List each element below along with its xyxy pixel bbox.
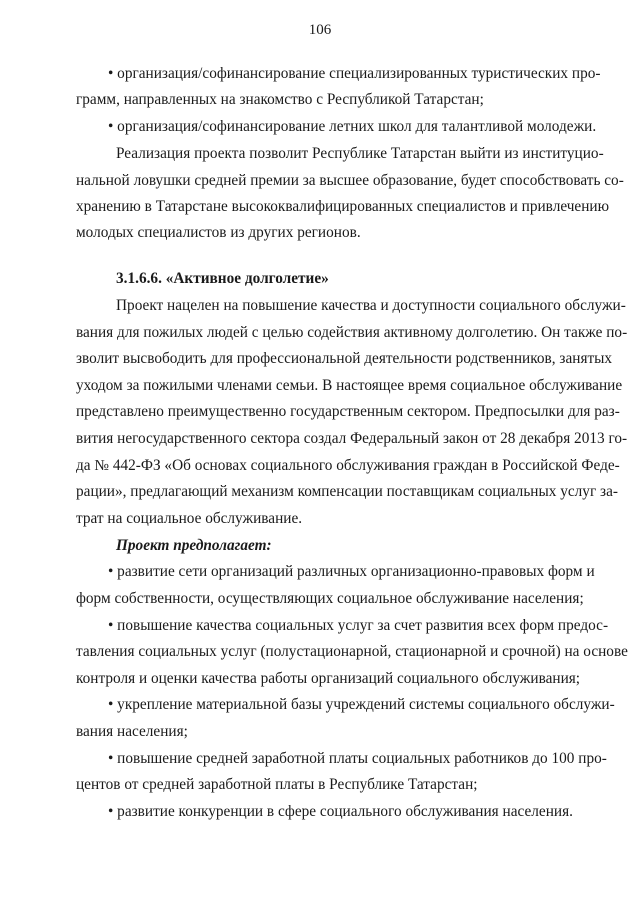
paragraph-1-line-4: молодых специалистов из других регионов. xyxy=(76,224,361,241)
bullet-item-3-line-2: форм собственности, осуществляющих социальное обслуживание населения; xyxy=(76,590,584,607)
bullet-item-2: • организация/софинансирование летних школ для талантливой молодежи. xyxy=(108,118,597,135)
page-number: 106 xyxy=(308,22,332,38)
paragraph-2-line-3: зволит высвободить для профессиональной деятельности родственников, занятых xyxy=(76,350,613,367)
bullet-item-1-line-1: • организация/софинансирование специализированных туристических про- xyxy=(108,65,601,82)
bullet-item-5-line-1: • укрепление материальной базы учреждений системы социального обслужи- xyxy=(108,696,615,713)
bullet-item-5-line-2: вания населения; xyxy=(76,723,188,740)
paragraph-2-line-5: представлено преимущественно государственным сектором. Предпосылки для раз- xyxy=(76,403,620,420)
bullet-item-6-line-2: центов от средней заработной платы в Республике Татарстан; xyxy=(76,776,478,793)
paragraph-1-line-2: нальной ловушки средней премии за высшее образование, будет способствовать со- xyxy=(76,172,624,189)
paragraph-2-line-4: уходом за пожилыми членами семьи. В настоящее время социальное обслуживание xyxy=(76,377,623,394)
bullet-item-4-line-1: • повышение качества социальных услуг за счет развития всех форм предос- xyxy=(108,617,609,634)
bullet-item-6-line-1: • повышение средней заработной платы социальных работников до 100 про- xyxy=(108,750,607,767)
paragraph-1-line-1: Реализация проекта позволит Республике Татарстан выйти из институцио- xyxy=(116,145,604,162)
bullet-item-3-line-1: • развитие сети организаций различных организационно-правовых форм и xyxy=(108,563,595,580)
subheading-project-provides: Проект предполагает: xyxy=(116,537,272,554)
bullet-item-1-line-2: грамм, направленных на знакомство с Республикой Татарстан; xyxy=(76,91,484,108)
bullet-item-4-line-2: тавления социальных услуг (полустационарной, стационарной и срочной) на основе xyxy=(76,643,628,660)
bullet-item-7: • развитие конкуренции в сфере социального обслуживания населения. xyxy=(108,803,573,820)
paragraph-2-line-1: Проект нацелен на повышение качества и доступности социального обслужи- xyxy=(116,297,626,314)
paragraph-2-line-7: да № 442-ФЗ «Об основах социального обслуживания граждан в Российской Феде- xyxy=(76,457,620,474)
section-heading: 3.1.6.6. «Активное долголетие» xyxy=(116,270,329,287)
paragraph-1-line-3: хранению в Татарстане высококвалифицированных специалистов и привлечению xyxy=(76,198,610,215)
bullet-item-4-line-3: контроля и оценки качества работы организаций социального обслуживания; xyxy=(76,670,581,687)
paragraph-2-line-9: трат на социальное обслуживание. xyxy=(76,510,303,527)
paragraph-2-line-2: вания для пожилых людей с целью содействия активному долголетию. Он также по- xyxy=(76,324,628,341)
paragraph-2-line-6: вития негосударственного сектора создал Федеральный закон от 28 декабря 2013 го- xyxy=(76,430,628,447)
paragraph-2-line-8: рации», предлагающий механизм компенсации поставщикам социальных услуг за- xyxy=(76,483,618,500)
